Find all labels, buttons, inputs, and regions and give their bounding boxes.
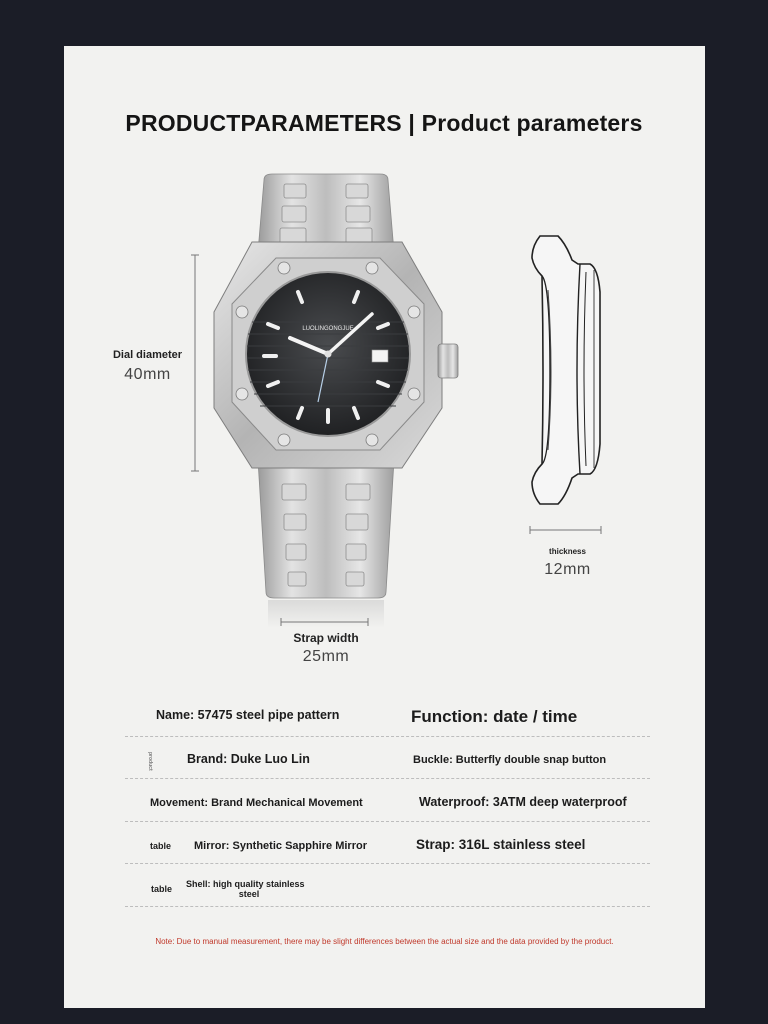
table-divider bbox=[125, 906, 650, 907]
spec-function: Function: date / time bbox=[411, 707, 578, 726]
watch-front-image bbox=[202, 172, 462, 632]
strap-width-label: Strap width bbox=[293, 631, 359, 645]
spec-brand: Brand: Duke Luo Lin bbox=[187, 752, 310, 766]
watch-side-profile-image bbox=[528, 232, 618, 512]
spec-name: Name: 57475 steel pipe pattern bbox=[156, 708, 340, 722]
spec-mirror-prefix: table bbox=[150, 841, 172, 851]
strap-width-value: 25mm bbox=[302, 648, 350, 665]
spec-shell-line1: Shell: high quality stainless bbox=[186, 879, 305, 889]
strap-width-measure-line bbox=[280, 618, 370, 626]
spec-shell-line2: steel bbox=[238, 889, 260, 899]
spec-tiny-tag: product bbox=[147, 752, 153, 771]
table-divider bbox=[125, 778, 650, 779]
spec-waterproof: Waterproof: 3ATM deep waterproof bbox=[419, 795, 627, 809]
brand-logo: LUOLINGONGJUE bbox=[302, 326, 354, 332]
table-divider bbox=[125, 863, 650, 864]
thickness-label: thickness bbox=[549, 547, 586, 556]
dial-diameter-measure-line bbox=[190, 255, 200, 475]
dial-diameter-label: Dial diameter bbox=[112, 349, 183, 361]
spec-movement: Movement: Brand Mechanical Movement bbox=[150, 797, 363, 809]
spec-mirror: Mirror: Synthetic Sapphire Mirror bbox=[194, 840, 367, 852]
measurement-note: Note: Due to manual measurement, there may be slight differences between the actual size and the data provided by the product. bbox=[155, 937, 614, 946]
spec-shell-prefix: table bbox=[151, 884, 173, 894]
thickness-measure-line bbox=[529, 526, 603, 534]
spec-strap: Strap: 316L stainless steel bbox=[416, 837, 586, 852]
page-title: PRODUCTPARAMETERS | Product parameters bbox=[125, 110, 643, 136]
spec-buckle: Buckle: Butterfly double snap button bbox=[413, 754, 607, 766]
table-divider bbox=[125, 821, 650, 822]
dial-diameter-value: 40mm bbox=[124, 366, 171, 383]
thickness-value: 12mm bbox=[544, 561, 591, 578]
table-divider bbox=[125, 736, 650, 737]
